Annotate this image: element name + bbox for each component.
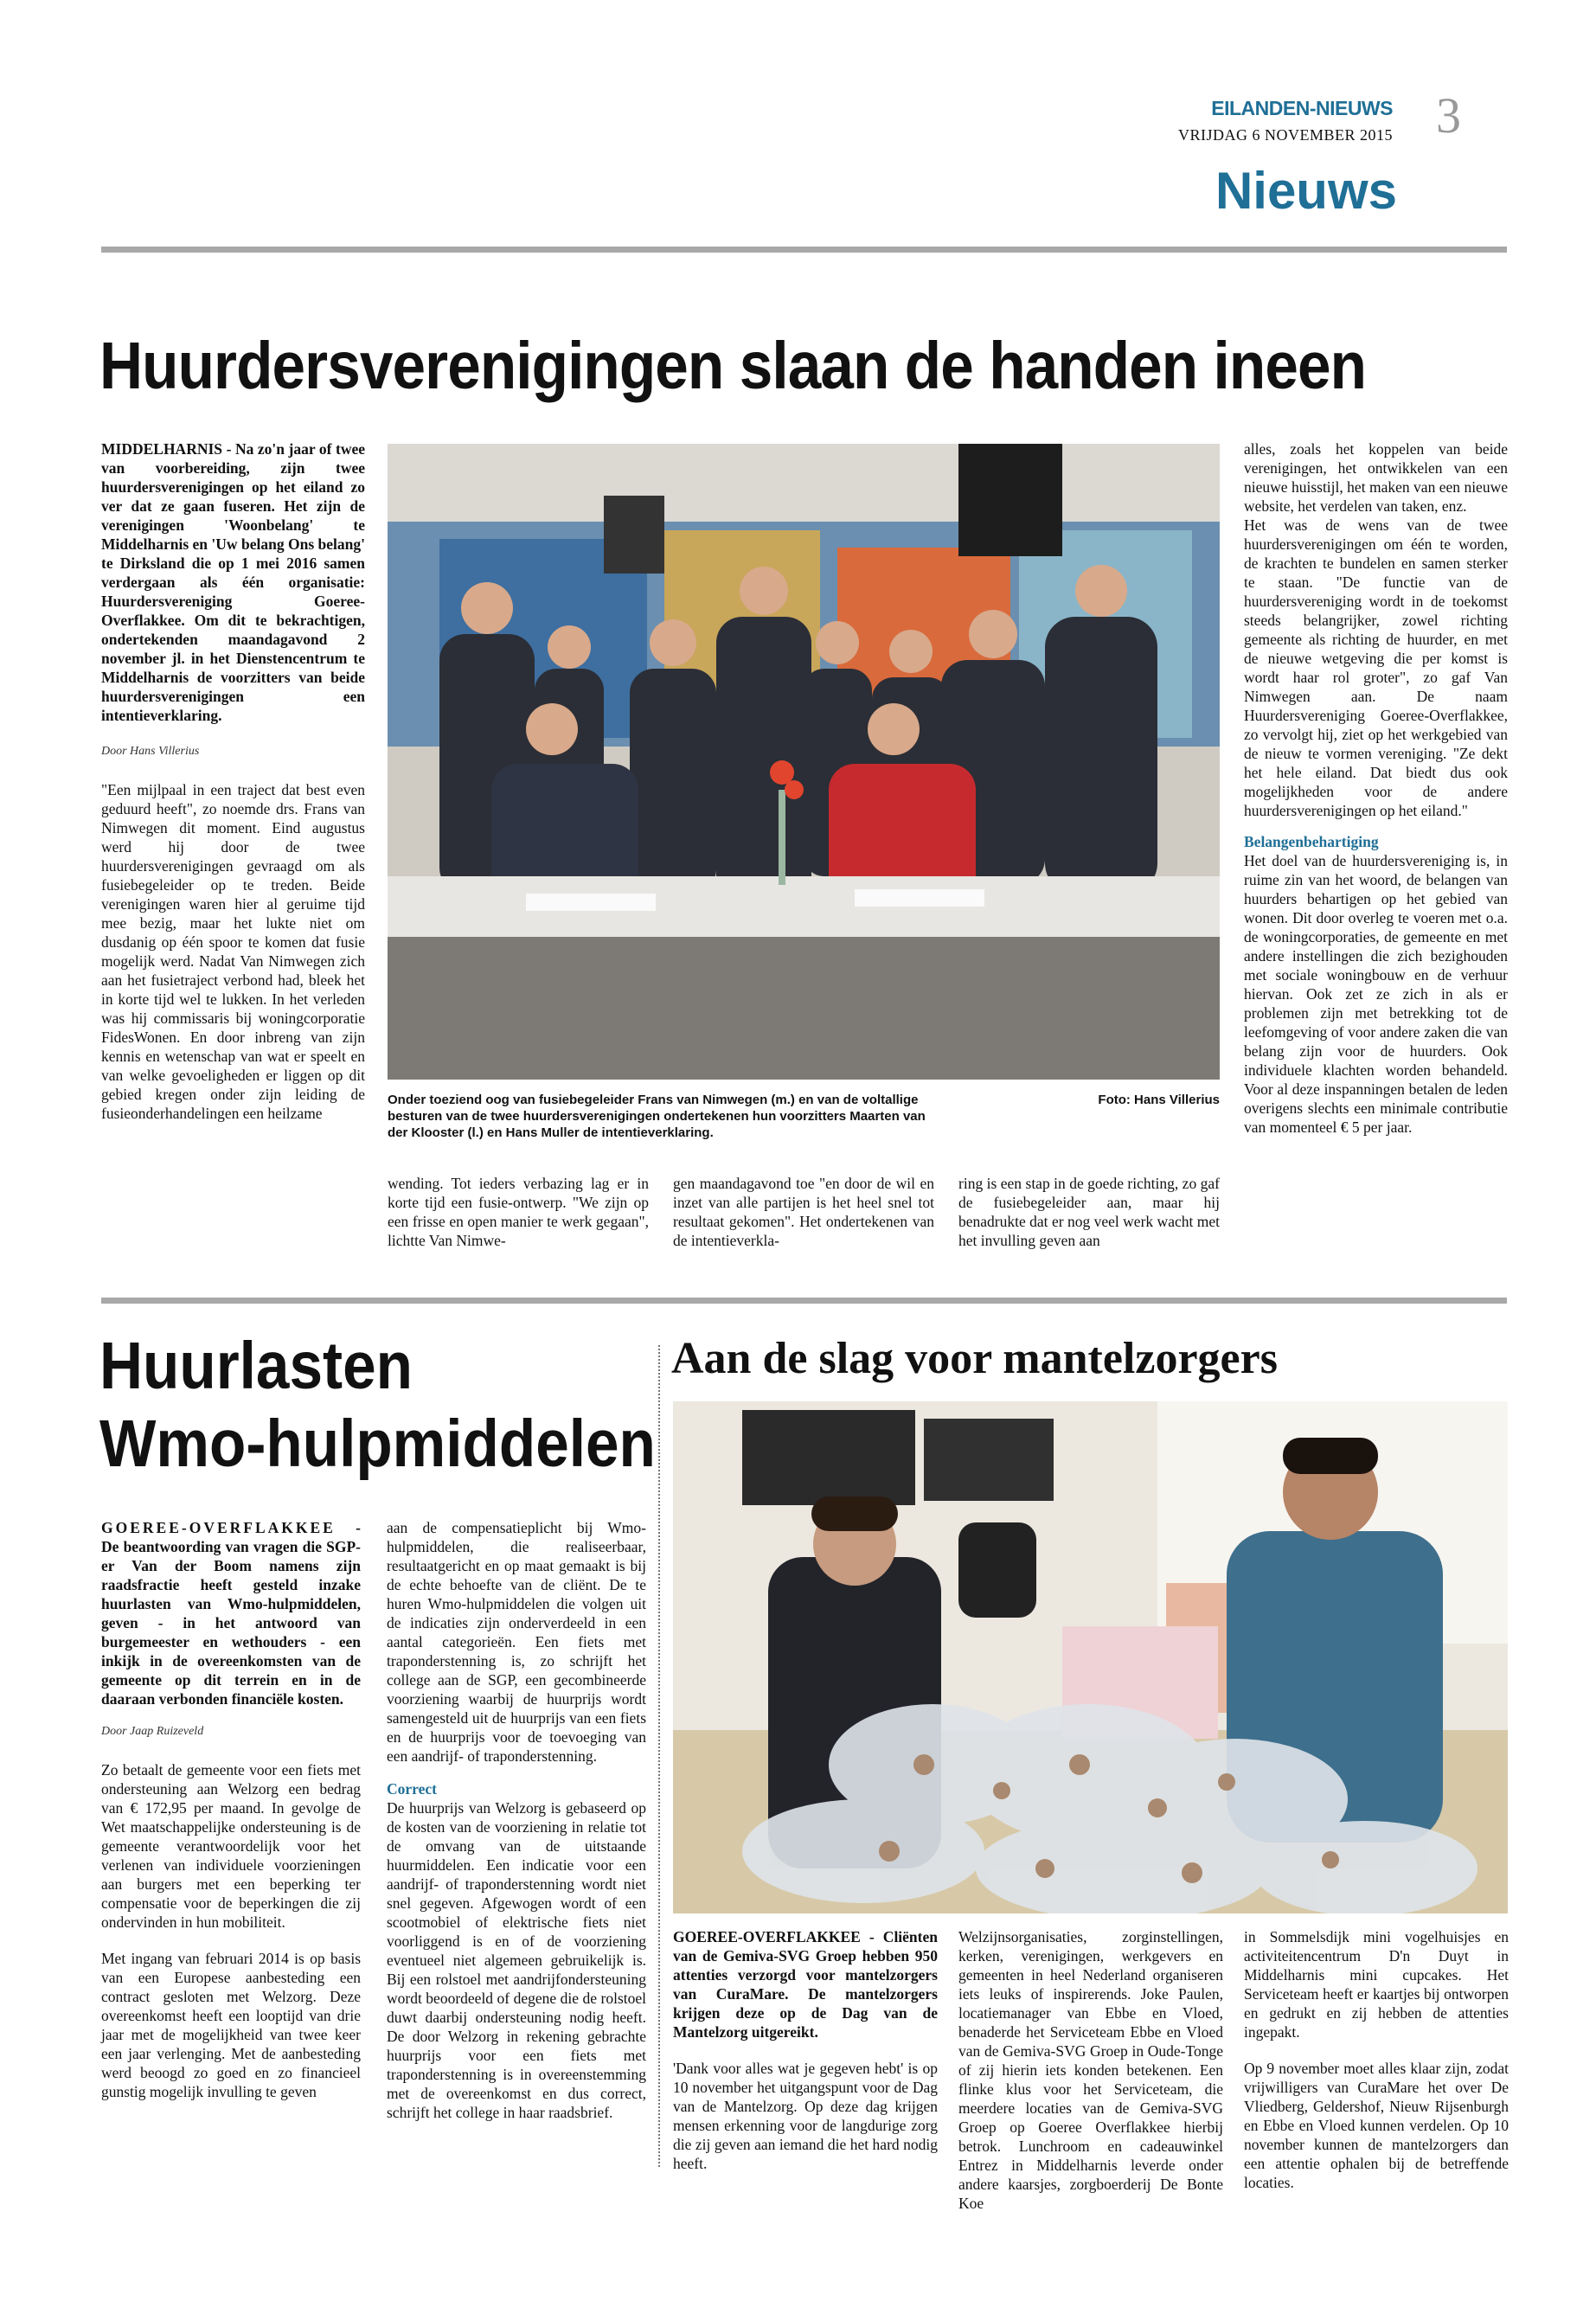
article1-col3-body: gen maandagavond toe "en door de wil en inzet van alle partijen is het heel snel tot resultaat gekomen". Het ondertekenen van de intentieverkla- xyxy=(673,1175,934,1249)
article1-column-3 xyxy=(673,1174,934,1267)
article2-lead-wrap xyxy=(101,1518,361,1708)
article3-photo xyxy=(673,1401,1508,1913)
article2-col1-p2: Met ingang van februari 2014 is op basis van een Europese aanbesteding een contract gesloten met Welzorg. Deze overeenkomst heeft een looptijd van drie jaar met de mogelijkheid van twee keer een jaar verlenging. Met de aanbesteding werd beoogd zo goed en zo financieel gunstig mogelijk invulling te geven xyxy=(101,1950,361,2100)
article1-subhead: Belangenbehartiging xyxy=(1244,833,1379,850)
section-title: Nieuws xyxy=(1215,162,1397,220)
article1-col5-p2: Het was de wens van de twee huurdersverenigingen om één te worden, de krachten te bundelen en samen sterker te staan. "De functie van de huurdersvereniging wordt in de toekomst steeds belangrijker, zowel richting gemeente als richting de huurder, en met de nieuwe wetgeving die per komst is wordt haar rol groter", zo gaf Van Nimwegen aan. De naam Huurdersvereniging Goeree-Overflakkee, zo vervolgt hij, ziet op het werkgebied van de nieuw te vormen vereniging. "Ze dekt het hele eiland. Dat biedt dus ook mogelijkheden voor de andere huurdersverenigingen op het eiland." xyxy=(1244,516,1508,819)
article2-column-2 xyxy=(387,1518,646,2139)
article2-headline-line-1: Huurlasten xyxy=(99,1329,413,1403)
article3-col3-p2: Op 9 november moet alles klaar zijn, zodat vrijwilligers van CuraMare het over De Vliedberg, Geldershof, Nieuw Rijsenburgh en Ebbe en Vloed kunnen verdelen. Op 10 november kunnen de mantelzorgers dan een attentie ophalen bij de betreffende locaties. xyxy=(1244,2060,1509,2191)
article2-col2-p2: De huurprijs van Welzorg is gebaseerd op de kosten van de voorziening in relatie tot de omvang van de uitstaande huurmiddelen. Een indicatie voor een aandrijf- of traponderstenning wordt niet snel gegeven. Afgewogen wordt of een scootmobiel of elektrische fiets niet voorliggend is en of de voorziening eventueel niet algemeen gebruikelijk is. Bij een rolstoel met aandrijfondersteuning wordt beoordeeld of degene die de rolstoel duwt daarbij ondersteuning nodig heeft. De door Welzorg in rekening gebrachte huurprijs voor een fiets met traponderstenning is in overeenstemming met de overeenkomst en dus correct, schrijft het college in haar raadsbrief. xyxy=(387,1799,646,2121)
article1-col1-body: "Een mijlpaal in een traject dat best even geduurd heeft", zo noemde drs. Frans van Nimwegen dit moment. Eind augustus werd hij door de twee huurdersverenigingen gevraagd om als fusiebegeleider op te treden. Beide verenigingen waren hier al geruime tijd mee bezig, maar het lukte niet om dusdanig op één spoor te komen dat fusie mogelijk werd. Nadat Van Nimwegen zich aan het fusietraject verbond had, bleek het in korte tijd wel te lukken. In het verleden was hij commissaris bij woningcorporatie FidesWonen. En door inbreng van zijn kennis en wetenschap van wat er speelt en van welke gevoeligheden er liggen op dit gebied kregen onder zijn leiding de fusieonderhandelingen een heilzame xyxy=(101,781,365,1122)
vertical-dotted-divider xyxy=(658,1345,660,2167)
article2-dateline: GOEREE-OVERFLAKKEE xyxy=(101,1519,336,1536)
paper-name: EILANDEN-NIEUWS xyxy=(1211,97,1393,119)
article1-col4-body: ring is een stap in de goede richting, zo gaf de fusiebegeleider aan, maar hij benadrukte dat er nog veel werk wacht met het invulling geven aan xyxy=(958,1175,1220,1249)
article1-col2-body: wending. Tot ieders verbazing lag er in korte tijd een fusie-ontwerp. "We zijn op een frisse en open manier te werk gegaan", lichtte Van Nimwe- xyxy=(388,1175,649,1249)
signing-scene-illustration xyxy=(388,444,1220,1080)
article1-photo-credit: Foto: Hans Villerius xyxy=(1098,1093,1220,1107)
article1-headline: Huurdersverenigingen slaan de handen ineen xyxy=(99,329,1367,403)
article1-byline: Door Hans Villerius xyxy=(101,745,200,758)
page-number: 3 xyxy=(1436,87,1461,144)
article3-column-3 xyxy=(1244,1927,1509,2209)
article1-column-2 xyxy=(388,1174,649,1267)
article2-col1-p1: Zo betaalt de gemeente voor een fiets met ondersteuning aan Welzorg een bedrag van € 172,95 per maand. In gevolge de Wet maatschappelijke ondersteuning is de gemeente verantwoordelijk voor het verlenen van individuele voorzieningen aan burgers met een beperking ter compensatie voor de beperkingen die zij ondervinden in hun mobiliteit. xyxy=(101,1761,361,1931)
article3-column-2 xyxy=(958,1927,1223,2230)
article2-lead: - De beantwoording van vragen die SGP-er Van der Boom namens zijn raadsfractie heeft gesteld inzake huurlasten van Wmo-hulpmiddelen, geven - in het antwoord van burgemeester en wethouders - een inkijk in de overeenkomsten van de gemeente op dit terrein en in de daaraan verbonden financiële kosten. xyxy=(101,1519,361,1708)
article1-col5-p1: alles, zoals het koppelen van beide verenigingen, het ontwikkelen van een nieuwe huisstijl, het maken van een nieuwe website, het verdelen van taken, enz. xyxy=(1244,440,1508,515)
workshop-scene-illustration xyxy=(673,1401,1508,1913)
article1-photo xyxy=(388,444,1220,1080)
header-rule xyxy=(101,247,1507,253)
middle-rule xyxy=(101,1298,1507,1304)
article3-col1-body: 'Dank voor alles wat je gegeven hebt' is op 10 november het uitgangspunt voor de Dag van de Mantelzorg. Op deze dag krijgen mensen erkenning voor de langdurige zorg die zij geven aan iemand die het hard nodig heeft. xyxy=(673,2060,938,2172)
article2-col2-p1: aan de compensatieplicht bij Wmo-hulpmiddelen, die realiseerbaar, resultaatgericht en op maat gemaakt is bij de echte behoefte van de cliënt. De te huren Wmo-hulpmiddelen die volgen uit de indicaties zijn onderverdeeld in een aantal categorieën. Een fiets met traponderstenning is, zo schrijft het college aan de SGP, een gecombineerde voorziening waarbij de huurprijs wordt samengesteld uit de huurprijs van een fiets en de huurprijs voor de toevoeging van een aandrijf- of traponderstenning. xyxy=(387,1519,646,1765)
article2-byline: Door Jaap Ruizeveld xyxy=(101,1725,204,1738)
article1-column-5 xyxy=(1244,439,1508,1154)
article1-lead: MIDDELHARNIS - Na zo'n jaar of twee van voorbereiding, zijn twee huurdersverenigingen op het eiland zo ver dat ze gaan fuseren. Het zijn de verenigingen 'Woonbelang' te Middelharnis en 'Uw belang Ons belang' te Dirksland die op 1 mei 2016 samen verdergaan als één organisatie: Huurdersvereniging Goeree-Overflakkee. Om dit te bekrachtigen, ondertekenden maandagavond 2 november jl. in het Dienstencentrum te Middelharnis de voorzitters van beide huurdersverenigingen een intentieverklaring. xyxy=(101,440,365,724)
article1-photo-caption: Onder toeziend oog van fusiebegeleider Frans van Nimwegen (m.) en van de voltallige besturen van de twee huurdersverenigingen ondertekenen hun voorzitters Maarten van der Klooster (l.) en Hans Muller de intentieverklaring. xyxy=(388,1093,926,1140)
article3-col3-p1: in Sommelsdijk mini vogelhuisjes en activiteitencentrum D'n Duyt in Middelharnis mini cupcakes. Het Serviceteam heeft er kaartjes bij ontworpen en gedrukt en zij hebben de attenties ingepakt. xyxy=(1244,1928,1509,2041)
article3-headline: Aan de slag voor mantelzorgers xyxy=(671,1334,1278,1383)
article1-col5-p3: Het doel van de huurdersvereniging is, in ruime zin van het woord, de belangen van huurders behartigen op het gebied van wonen. Dit door overleg te voeren met o.a. de woningcorporaties, de gemeente en met andere instellingen die zich bezighouden met sociale woningbouw en de verhuur hiervan. Ook zet ze zich in als er problemen zijn met betrekking tot de leefomgeving of voor andere zaken die van belang zijn voor de huurders. Ook individuele klachten worden behandeld. Voor al deze inspanningen betalen de leden overigens slechts een minimale contributie van momenteel € 5 per jaar. xyxy=(1244,852,1508,1136)
article1-column-1 xyxy=(101,439,365,1140)
article3-lead: GOEREE-OVERFLAKKEE - Cliënten van de Gemiva-SVG Groep hebben 950 attenties verzorgd voor mantelzorgers van CuraMare. De mantelzorgers krijgen deze op de Dag van de Mantelzorg uitgereikt. xyxy=(673,1928,938,2041)
article2-subhead: Correct xyxy=(387,1780,437,1798)
article2-headline-line-2: Wmo-hulpmiddelen xyxy=(99,1407,656,1481)
article3-column-1 xyxy=(673,1927,938,2190)
article3-col2-body: Welzijnsorganisaties, zorginstellingen, kerken, verenigingen, werkgevers en gemeenten in heel Nederland organiseren iets leuks of inspirerends. Joke Paulen, locatiemanager van Ebbe en Vloed, benaderde het Serviceteam Ebbe en Vloed van de Gemiva-SVG Groep in Oude-Tonge of zij hierin iets konden betekenen. Een flinke klus voor het Serviceteam, die meerdere locaties van de Gemiva-SVG Groep op Goeree Overflakkee hierbij betrok. Lunchroom en cadeauwinkel Entrez in Middelharnis leverde onder andere kaarsjes, zorgboerderij De Bonte Koe xyxy=(958,1928,1223,2212)
article1-column-4 xyxy=(958,1174,1220,1267)
issue-date: VRIJDAG 6 NOVEMBER 2015 xyxy=(1177,126,1393,144)
article2-column-1 xyxy=(101,1518,361,2118)
